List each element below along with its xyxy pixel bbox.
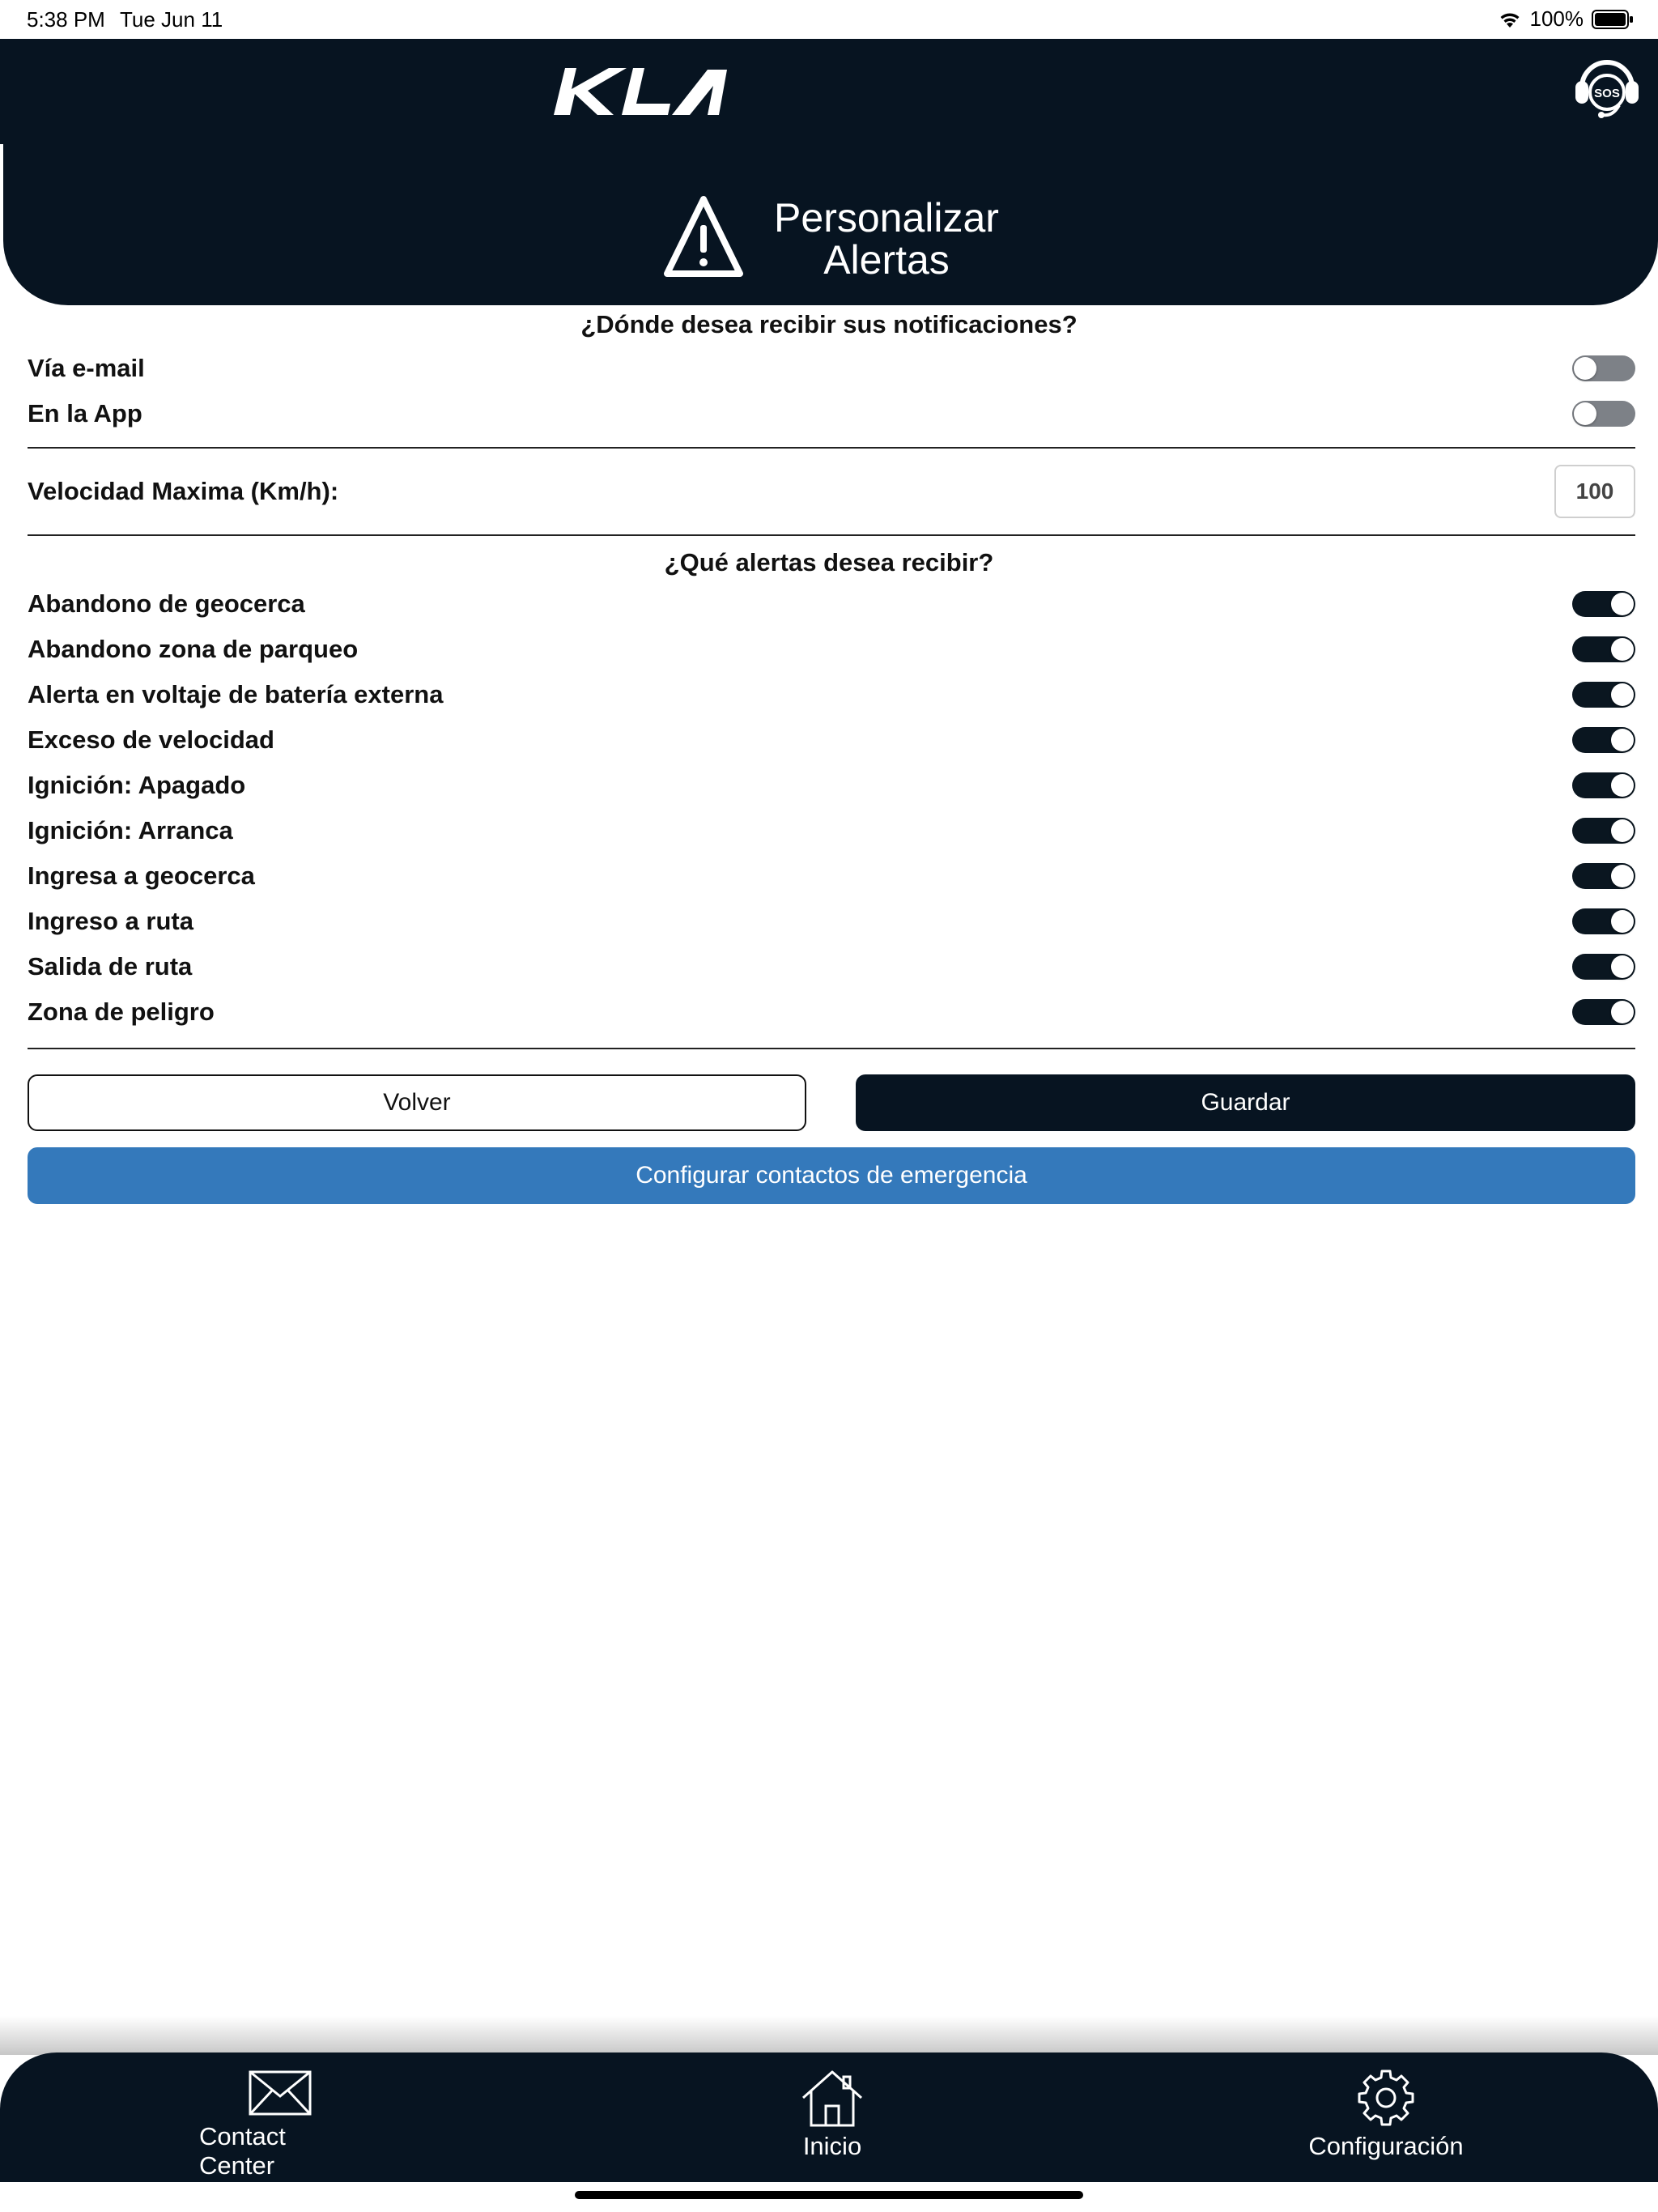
alert-row: [28, 899, 1635, 944]
sos-button[interactable]: [1571, 52, 1643, 125]
headset-sos-icon: [1571, 52, 1643, 125]
alert-row: [28, 627, 1635, 672]
sos-label: SOS: [1594, 87, 1620, 100]
alert-toggle-salida-ruta[interactable]: [1572, 954, 1635, 980]
divider: [28, 447, 1635, 449]
status-date: Tue Jun 11: [120, 7, 223, 32]
alert-label: Abandono de geocerca: [28, 589, 305, 618]
alert-row: [28, 853, 1635, 899]
gear-icon: [1357, 2069, 1415, 2127]
alert-label: Ignición: Arranca: [28, 816, 233, 844]
alert-row: [28, 581, 1635, 627]
notification-label-email: Vía e-mail: [28, 354, 145, 382]
alert-row: [28, 944, 1635, 989]
notification-label-app: En la App: [28, 399, 142, 428]
alert-toggle-exceso-velocidad[interactable]: [1572, 727, 1635, 753]
envelope-icon: [248, 2069, 312, 2117]
alert-row: [28, 989, 1635, 1035]
alert-label: Salida de ruta: [28, 952, 193, 981]
nav-label-contact-center: Contact Center: [199, 2122, 286, 2180]
nav-shadow: [0, 2016, 1658, 2055]
toggle-knob: [1611, 910, 1634, 933]
alert-row: [28, 808, 1635, 853]
home-indicator: [575, 2191, 1083, 2199]
toggle-knob: [1611, 865, 1634, 887]
toggle-knob: [1611, 1001, 1634, 1023]
divider: [28, 1048, 1635, 1049]
toggle-knob: [1611, 683, 1634, 706]
bottom-nav: [0, 2052, 1658, 2182]
speed-label: Velocidad Maxima (Km/h):: [28, 477, 339, 505]
alert-toggle-ignicion-apagado[interactable]: [1572, 772, 1635, 798]
toggle-knob: [1574, 402, 1596, 425]
alert-row: [28, 717, 1635, 763]
toggle-knob: [1611, 729, 1634, 751]
alert-label: Ignición: Apagado: [28, 771, 246, 799]
status-indicators: [1498, 6, 1635, 32]
wifi-icon: [1498, 10, 1522, 29]
max-speed-input[interactable]: [1554, 465, 1635, 518]
emergency-contacts-button[interactable]: Configurar contactos de emergencia: [28, 1147, 1635, 1204]
alert-toggle-ignicion-arranca[interactable]: [1572, 818, 1635, 844]
kia-logo: [549, 66, 735, 121]
battery-percent: 100%: [1529, 6, 1584, 31]
alert-label: Ingreso a ruta: [28, 907, 193, 935]
toggle-knob: [1611, 955, 1634, 978]
alert-row: [28, 672, 1635, 717]
alert-label: Zona de peligro: [28, 998, 215, 1026]
divider: [28, 534, 1635, 536]
notification-row-app: [28, 391, 1635, 436]
page-title: [749, 197, 1024, 281]
alert-toggle-voltaje-bateria[interactable]: [1572, 682, 1635, 708]
email-toggle[interactable]: [1572, 355, 1635, 381]
save-button[interactable]: Guardar: [856, 1074, 1635, 1131]
toggle-knob: [1574, 357, 1596, 380]
battery-icon: [1592, 9, 1634, 30]
home-icon: [800, 2069, 865, 2127]
status-bar: [0, 0, 1658, 39]
toggle-knob: [1611, 819, 1634, 842]
alert-label: Exceso de velocidad: [28, 725, 274, 754]
alert-label: Alerta en voltaje de batería externa: [28, 680, 444, 708]
alert-label: Ingresa a geocerca: [28, 861, 255, 890]
alert-toggle-ingresa-geocerca[interactable]: [1572, 863, 1635, 889]
status-time: 5:38 PM: [27, 7, 105, 32]
nav-item-contact-center[interactable]: [199, 2069, 361, 2180]
app-toggle[interactable]: [1572, 401, 1635, 427]
alert-toggle-abandono-geocerca[interactable]: [1572, 591, 1635, 617]
alert-toggle-zona-peligro[interactable]: [1572, 999, 1635, 1025]
alert-toggle-abandono-parqueo[interactable]: [1572, 636, 1635, 662]
notifications-heading: ¿Dónde desea recibir sus notificaciones?: [580, 310, 1078, 338]
back-button[interactable]: Volver: [28, 1074, 806, 1131]
warning-triangle-icon: [662, 194, 745, 284]
toggle-knob: [1611, 638, 1634, 661]
nav-item-inicio[interactable]: [751, 2069, 913, 2161]
app-header: [0, 39, 1658, 144]
alert-row: [28, 763, 1635, 808]
nav-item-configuracion[interactable]: [1305, 2069, 1467, 2161]
toggle-knob: [1611, 774, 1634, 797]
page-title-line2: Alertas: [823, 237, 950, 283]
alerts-heading: ¿Qué alertas desea recibir?: [664, 548, 994, 576]
page-title-line1: Personalizar: [774, 195, 999, 240]
alert-toggle-ingreso-ruta[interactable]: [1572, 908, 1635, 934]
notification-row-email: [28, 346, 1635, 391]
nav-label-inicio: Inicio: [802, 2132, 862, 2160]
nav-label-configuracion: Configuración: [1308, 2132, 1464, 2160]
speed-row: [28, 465, 1635, 518]
alert-label: Abandono zona de parqueo: [28, 635, 359, 663]
toggle-knob: [1611, 593, 1634, 615]
